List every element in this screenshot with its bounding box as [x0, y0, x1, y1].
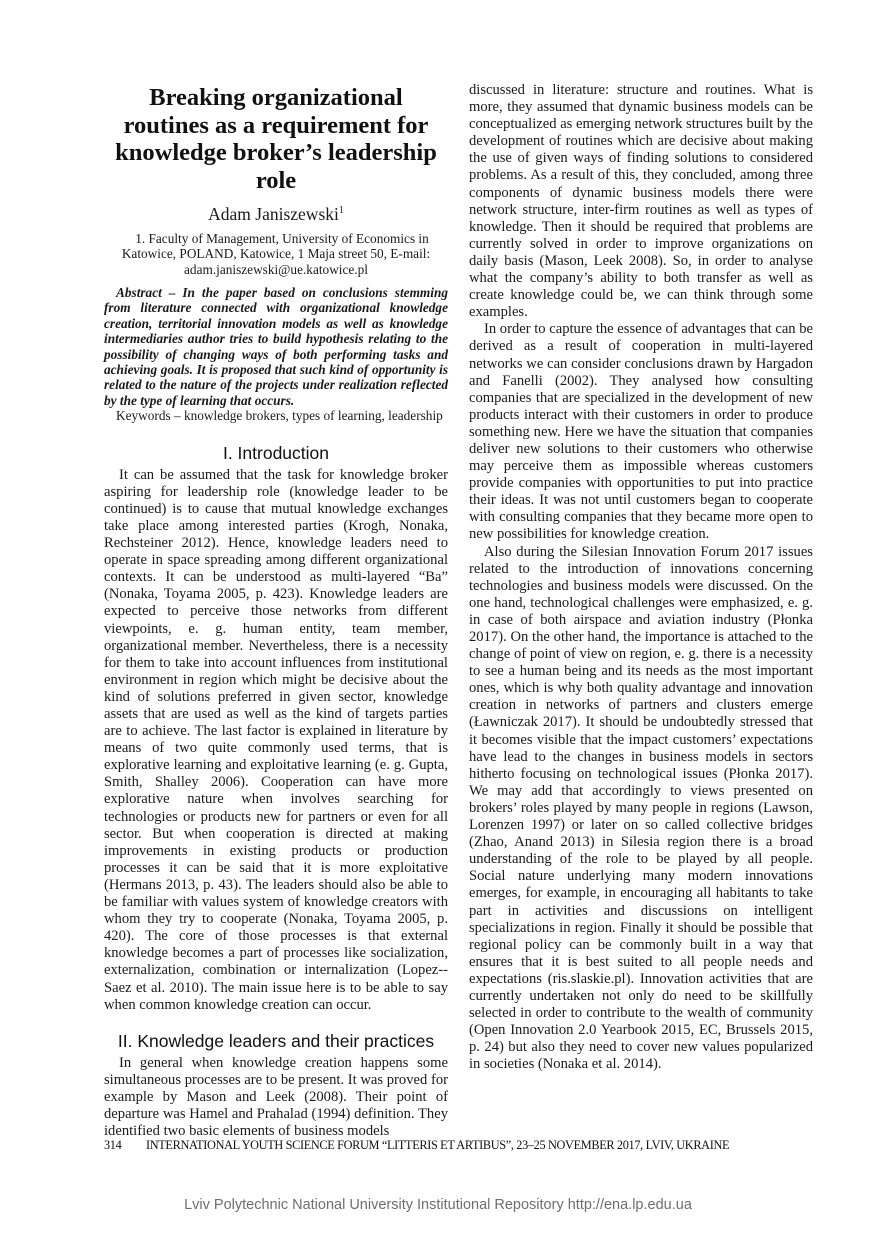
conference-name: INTERNATIONAL YOUTH SCIENCE FORUM “LITTERIS ET ARTIBUS”, 23–25 NOVEMBER 2017, LVIV, UKRAINE — [146, 1138, 730, 1152]
section-heading-knowledge-leaders: II. Knowledge leaders and their practices — [117, 1030, 435, 1051]
abstract-text: In the paper based on conclusions stemming from literature connected with organizational knowledge creation, territorial innovation models as well as knowledge intermediaries author tries to build hypothesis relating to the possibility of changing ways of both performing tasks and achieving goals. It is proposed that such kind of opportunity is related to the nature of the projects under realization reflected by the type of learning that occurs. — [104, 285, 449, 408]
page-number: 314 — [104, 1138, 122, 1152]
author-affiliation: 1. Faculty of Management, University of Economics in Katowice, POLAND, Katowice, 1 Maja street 50, E-mail: adam.janiszewski@ue.katowice.pl — [121, 230, 431, 277]
body-paragraph: Also during the Silesian Innovation Forum 2017 issues related to the introduction of innovations concerning technologies and business models were discussed. On the one hand, technological challenges were emphasized, e. g. in case of both airspace and aviation industry (Płonka 2017). On the other hand, the importance is attached to the change of point of view on region, e. g. there is a necessity to see a human being and its needs as the most important ones, which is why both quality advantage and innovation creation in networks of partners and clusters emerge (Ławniczak 2017). It should be undoubtedly stressed that it becomes visible that the impact customers’ expectations have lead to the changes in business models in sectors hitherto focusing on technological issues (Płonka 2017). We may add that accordingly to views presented on brokers’ roles played by many people in regions (Lawson, Lorenzen 1997) or later on so called collective bridges (Zhao, Anand 2013) in Silesia region there is a broad understanding of the role to be played by all people. Social nature underlying many modern innovations emerges, for example, in encouraging all habitants to take part in activities and discussions on intelligent specializations in region. Finally it should be possible that regional policy can be commonly built in a way that ensures that it is best suited to all people needs and expectations (ris.slaskie.pl). Innovation activities that are currently undertaken not only do need to be skillfully selected in order to contribute to the wealth of community (Open Innovation 2.0 Yearbook 2015, EC, Brussels 2015, p. 24) but also they need to cover new values popularized in societies (Nonaka et al. 2014). — [469, 543, 813, 1073]
author-line — [104, 200, 448, 225]
abstract-label: Abstract – — [116, 285, 176, 301]
repository-watermark: Lviv Polytechnic National University Institutional Repository http://ena.lp.edu.ua — [184, 1197, 692, 1213]
keywords: Keywords – knowledge brokers, types of learning, leadership — [116, 408, 443, 424]
author-superscript: 1 — [338, 205, 344, 216]
body-paragraph: In order to capture the essence of advantages that can be derived as a result of cooperation in multi-layered networks we can consider conclusions drawn by Hargadon and Fanelli (2002). They analysed how consulting companies that are specialized in the development of new products interact with their customers in order to produce something new. Here we have the situation that companies deliver new solutions to their customers who otherwise may perceive them as impossible whereas customers provide companies with opportunities to put into practice their ideas. It was not until customers began to cooperate with consulting companies that they became more open to new possibilities for knowledge creation. — [469, 321, 814, 543]
continued-paragraph: discussed in literature: structure and routines. What is more, they assumed that dynamic business models can be conceptualized as emerging network structures built by the development of routines which are decisive about making the use of given ways of finding solutions to considered problems. As a result of this, they concluded, among three components of dynamic business models there were network structure, inter-firm routines as well as types of knowledge. Then it should be required that problems are currently solved in order to improve organizations on daily basis (Mason, Leek 2008). So, in order to analyse what the company’s ability to both transfer as well as create knowledge could be, we can think through some examples. — [469, 82, 813, 321]
right-column — [469, 82, 813, 1073]
abstract — [104, 285, 448, 408]
knowledge-leaders-paragraph: In general when knowledge creation happens some simultaneous processes are to be present. It was proved for example by Mason and Leek (2008). Their point of departure was Hamel and Prahalad (1994) definition. They identified two basic elements of business models — [104, 1054, 448, 1140]
left-column — [104, 82, 448, 1140]
author-name: Adam Janiszewski — [208, 203, 339, 224]
section-heading-introduction: I. Introduction — [222, 442, 330, 463]
introduction-paragraph: It can be assumed that the task for knowledge broker aspiring for leadership role (knowledge leader to be continued) is to cause that mutual knowledge exchanges take place among interested parties (Krogh, Nonaka, Rechsteiner 2012). Hence, knowledge leaders need to operate in space spreading among different organizational contexts. It can be understood as multi-layered “Ba” (Nonaka, Toyama 2005, p. 423). Knowledge leaders are expected to perceive those networks from different viewpoints, e. g. human entity, team member, organizational member. Nevertheless, there is a necessity for them to take into account influences from institutional environment in region which might be decisive about the kind of solutions preferred in given sector, knowledge assets that are used as well as the kind of targets parties are to achieve. The last factor is explained in literature by means of two quite commonly used terms, that is explorative learning and exploitative learning (e. g. Gupta, Smith, Shalley 2006). Cooperation can have more explorative nature when involves searching for technologies or products new for partners or even for all sector. But when cooperation is directed at making improvements in existing products or production processes it can be said that it is more exploitative (Hermans 2013, p. 43). The leaders should also be able to be familiar with values system of knowledge creators with whom they try to cooperate (Nonaka, Toyama 2005, p. 420). The core of those processes is that external knowledge becomes a part of processes like socialization, externalization, combination or internalization (Lopez--Saez et al. 2010). The main issue here is to be able to say when common knowledge creation can occur. — [104, 466, 448, 1013]
paper-title: Breaking organizational routines as a requirement for knowledge broker’s leadership role — [115, 84, 437, 194]
page-footer — [104, 1138, 824, 1153]
